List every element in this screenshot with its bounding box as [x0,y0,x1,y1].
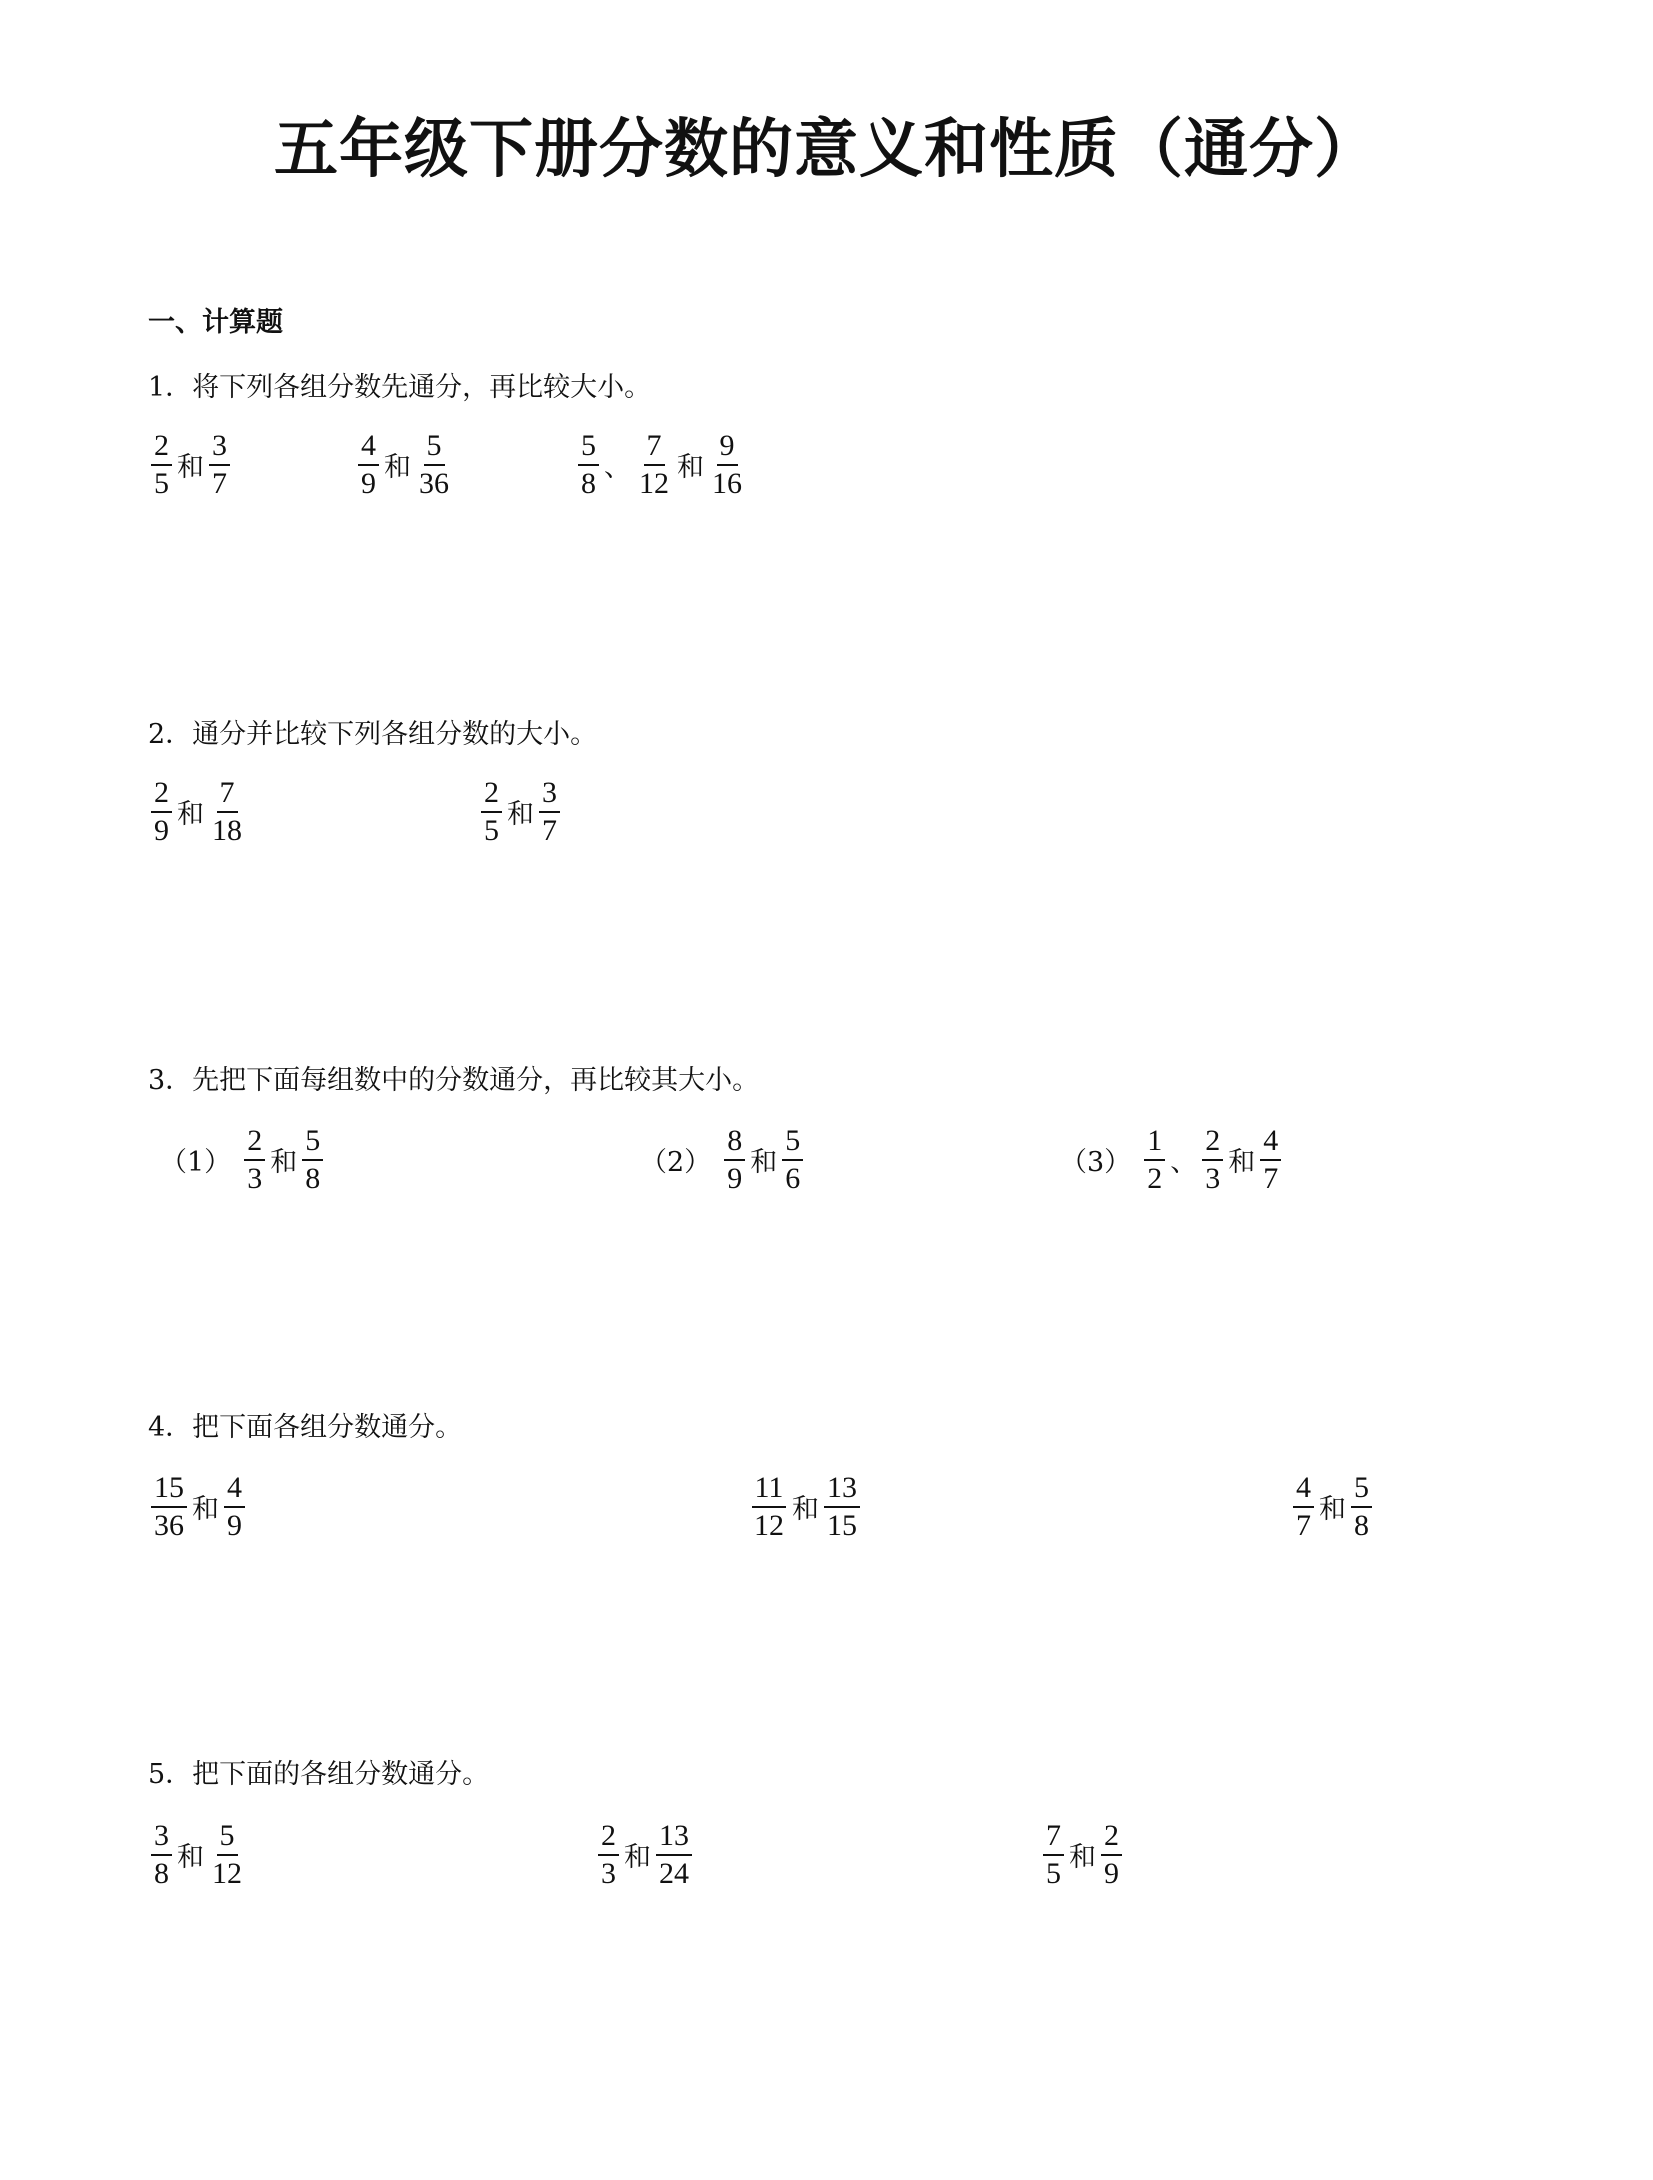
numerator: 4 [358,430,379,466]
numerator: 7 [217,777,238,813]
question-3-group-1 [160,1125,326,1194]
question-3-group-2 [640,1125,806,1194]
question-5-text: 5．把下面的各组分数通分。 [148,1759,490,1790]
fraction [151,1820,172,1889]
denominator: 8 [305,1161,321,1195]
fraction [1101,1820,1122,1889]
numerator: 3 [151,1820,172,1856]
question-5-group-3 [1040,1820,1125,1889]
numerator: 8 [724,1125,745,1161]
fraction [302,1125,323,1194]
denominator: 5 [1046,1856,1061,1890]
fraction [1351,1472,1372,1541]
question-2-group-1 [148,777,248,846]
denominator: 8 [1354,1508,1369,1542]
connector-text: 和 [1319,1494,1346,1525]
denominator: 9 [727,1161,743,1195]
denominator: 36 [154,1508,184,1542]
fraction [416,430,452,499]
denominator: 6 [785,1161,801,1195]
numerator: 4 [1260,1125,1281,1161]
connector-text: 和 [1228,1147,1256,1178]
denominator: 7 [212,466,227,500]
fraction [724,1125,745,1194]
denominator: 3 [601,1856,616,1890]
connector-text: 和 [384,452,411,483]
fraction [151,1472,187,1541]
fraction [636,430,672,499]
fraction [1043,1820,1064,1889]
numerator: 2 [244,1125,265,1161]
denominator: 7 [1296,1508,1311,1542]
connector-text: 、 [604,452,631,483]
fraction [656,1820,692,1889]
numerator: 2 [598,1820,619,1856]
numerator: 11 [752,1472,787,1508]
numerator: 7 [1043,1820,1064,1856]
fraction [209,777,245,846]
denominator: 7 [542,813,557,847]
fraction [481,777,502,846]
question-4-group-2 [748,1472,863,1541]
page-title: 五年级下册分数的意义和性质（通分） [274,113,1379,187]
numerator: 5 [1351,1472,1372,1508]
numerator: 5 [782,1125,803,1161]
connector-text: 和 [177,452,204,483]
fraction [1260,1125,1281,1194]
fraction [358,430,379,499]
denominator: 5 [154,466,169,500]
numerator: 5 [217,1820,238,1856]
connector-text: 和 [792,1494,819,1525]
question-3-text: 3．先把下面每组数中的分数通分，再比较其大小。 [148,1065,760,1096]
denominator: 8 [154,1856,169,1890]
fraction [824,1472,860,1541]
group-label: （2） [640,1147,712,1178]
connector-text: 、 [1170,1147,1198,1178]
denominator: 3 [247,1161,263,1195]
numerator: 2 [1101,1820,1122,1856]
connector-text: 和 [624,1842,651,1873]
connector-text: 和 [192,1494,219,1525]
fraction [151,777,172,846]
question-2-text: 2．通分并比较下列各组分数的大小。 [148,719,598,750]
section-heading: 一、计算题 [148,307,283,338]
question-1-group-2 [355,430,455,499]
fraction [224,1472,245,1541]
denominator: 12 [639,466,669,500]
numerator: 9 [717,430,738,466]
fraction [709,430,745,499]
numerator: 4 [224,1472,245,1508]
denominator: 9 [154,813,169,847]
numerator: 7 [644,430,665,466]
denominator: 24 [659,1856,689,1890]
numerator: 15 [151,1472,187,1508]
numerator: 5 [424,430,445,466]
numerator: 4 [1293,1472,1314,1508]
fraction [209,1820,245,1889]
denominator: 3 [1205,1161,1221,1195]
group-label: （1） [160,1147,232,1178]
numerator: 2 [481,777,502,813]
fraction [244,1125,265,1194]
denominator: 7 [1263,1161,1279,1195]
connector-text: 和 [507,799,534,830]
denominator: 16 [712,466,742,500]
denominator: 18 [212,813,242,847]
question-3-group-3 [1060,1125,1284,1194]
fraction [1202,1125,1223,1194]
numerator: 2 [1202,1125,1223,1161]
fraction [1144,1125,1165,1194]
question-5-group-2 [595,1820,695,1889]
denominator: 15 [827,1508,857,1542]
denominator: 5 [484,813,499,847]
fraction [151,430,172,499]
question-4-group-3 [1290,1472,1375,1541]
numerator: 3 [209,430,230,466]
question-1-group-3 [575,430,748,499]
group-label: （3） [1060,1147,1132,1178]
question-5-group-1 [148,1820,248,1889]
numerator: 2 [151,777,172,813]
denominator: 9 [227,1508,242,1542]
connector-text: 和 [750,1147,778,1178]
question-4-group-1 [148,1472,248,1541]
fraction [578,430,599,499]
fraction [539,777,560,846]
numerator: 5 [578,430,599,466]
connector-text: 和 [1069,1842,1096,1873]
connector-text: 和 [177,1842,204,1873]
numerator: 2 [151,430,172,466]
fraction [782,1125,803,1194]
question-4-text: 4．把下面各组分数通分。 [148,1412,463,1443]
numerator: 1 [1144,1125,1165,1161]
fraction [751,1472,787,1541]
numerator: 5 [302,1125,323,1161]
question-1-text: 1．将下列各组分数先通分，再比较大小。 [148,372,652,403]
fraction [209,430,230,499]
denominator: 8 [581,466,596,500]
connector-text: 和 [677,452,704,483]
numerator: 3 [539,777,560,813]
denominator: 36 [419,466,449,500]
denominator: 2 [1147,1161,1163,1195]
numerator: 13 [824,1472,860,1508]
denominator: 9 [1104,1856,1119,1890]
fraction [598,1820,619,1889]
denominator: 12 [754,1508,784,1542]
denominator: 9 [361,466,376,500]
question-2-group-2 [478,777,563,846]
connector-text: 和 [270,1147,298,1178]
connector-text: 和 [177,799,204,830]
denominator: 12 [212,1856,242,1890]
fraction [1293,1472,1314,1541]
numerator: 13 [656,1820,692,1856]
question-1-group-1 [148,430,233,499]
